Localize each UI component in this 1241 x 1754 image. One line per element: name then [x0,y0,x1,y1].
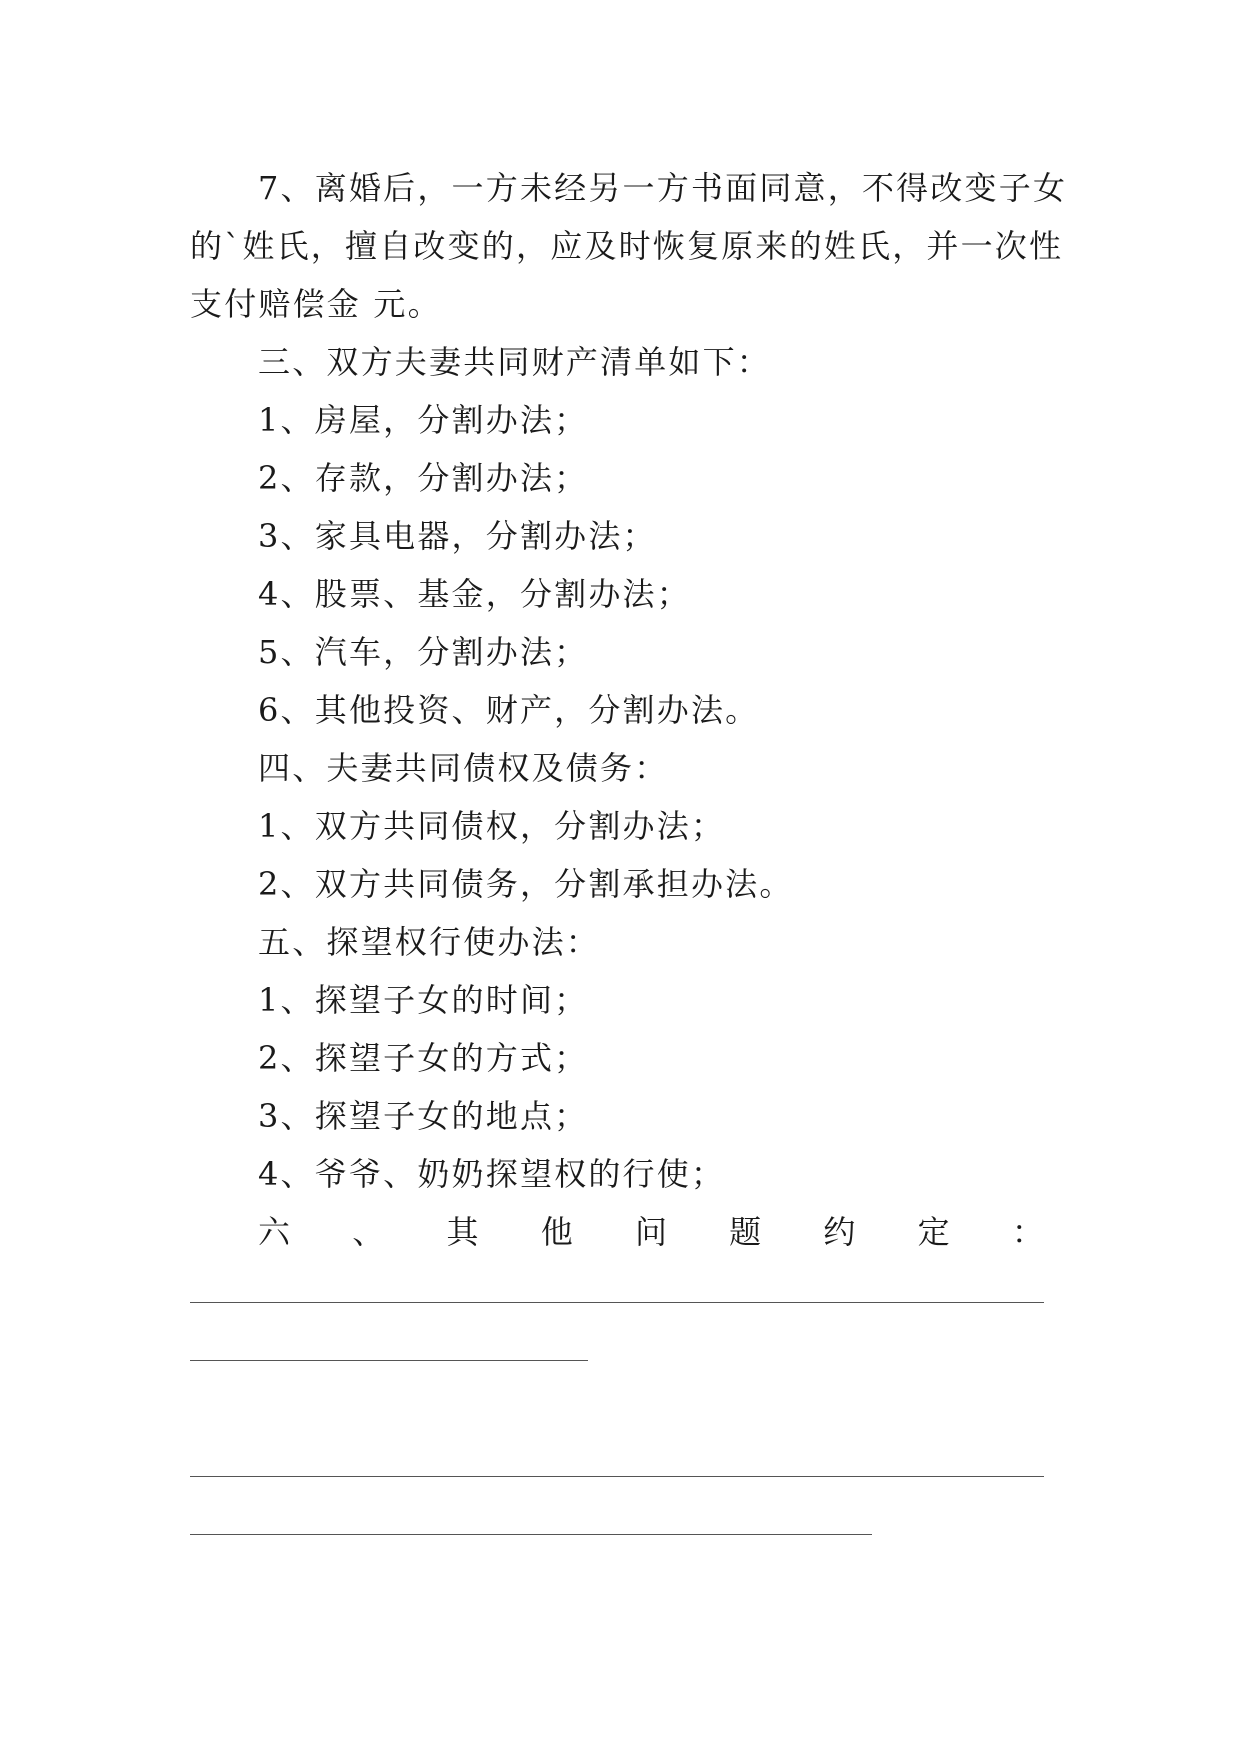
blank-fill-line [190,1302,1044,1303]
section-3-item: 1、房屋，分割办法； [258,401,589,439]
section-6-char: 六 [258,1213,291,1251]
section-3-item: 5、汽车，分割办法； [258,633,589,671]
section-6-char: 约 [823,1213,856,1251]
section-4-item: 1、双方共同债权，分割办法； [258,807,726,845]
section-5-item: 1、探望子女的时间； [258,981,589,1019]
section-4-item: 2、双方共同债务，分割承担办法。 [258,865,794,903]
section-5-item: 4、爷爷、奶奶探望权的行使； [258,1155,726,1193]
section-5-item: 2、探望子女的方式； [258,1039,589,1077]
section-3-item: 4、股票、基金，分割办法； [258,575,691,613]
paragraph-7-line-2: 的`姓氏，擅自改变的，应及时恢复原来的姓氏，并一次性 [190,227,1064,265]
paragraph-7-line-1: 7、离婚后，一方未经另一方书面同意，不得改变子女 [258,169,1068,207]
blank-fill-line [190,1534,872,1535]
section-3-item: 6、其他投资、财产，分割办法。 [258,691,760,729]
section-6-char: 题 [729,1213,762,1251]
section-6-char: 、 [352,1213,385,1251]
section-3-heading: 三、双方夫妻共同财产清单如下： [258,343,772,381]
section-6-char: 问 [634,1213,667,1251]
blank-fill-line [190,1360,588,1361]
section-6-heading [258,1212,1044,1252]
blank-fill-line [190,1476,1044,1477]
section-6-char: ： [1011,1213,1044,1251]
section-4-heading: 四、夫妻共同债权及债务： [258,749,669,787]
section-5-heading: 五、探望权行使办法： [258,923,601,961]
section-3-item: 3、家具电器，分割办法； [258,517,657,555]
section-5-item: 3、探望子女的地点； [258,1097,589,1135]
section-6-char: 他 [540,1213,573,1251]
section-3-item: 2、存款，分割办法； [258,459,589,497]
paragraph-7-line-3: 支付赔偿金 元。 [190,285,442,323]
section-6-char: 其 [446,1213,479,1251]
section-6-char: 定 [917,1213,950,1251]
